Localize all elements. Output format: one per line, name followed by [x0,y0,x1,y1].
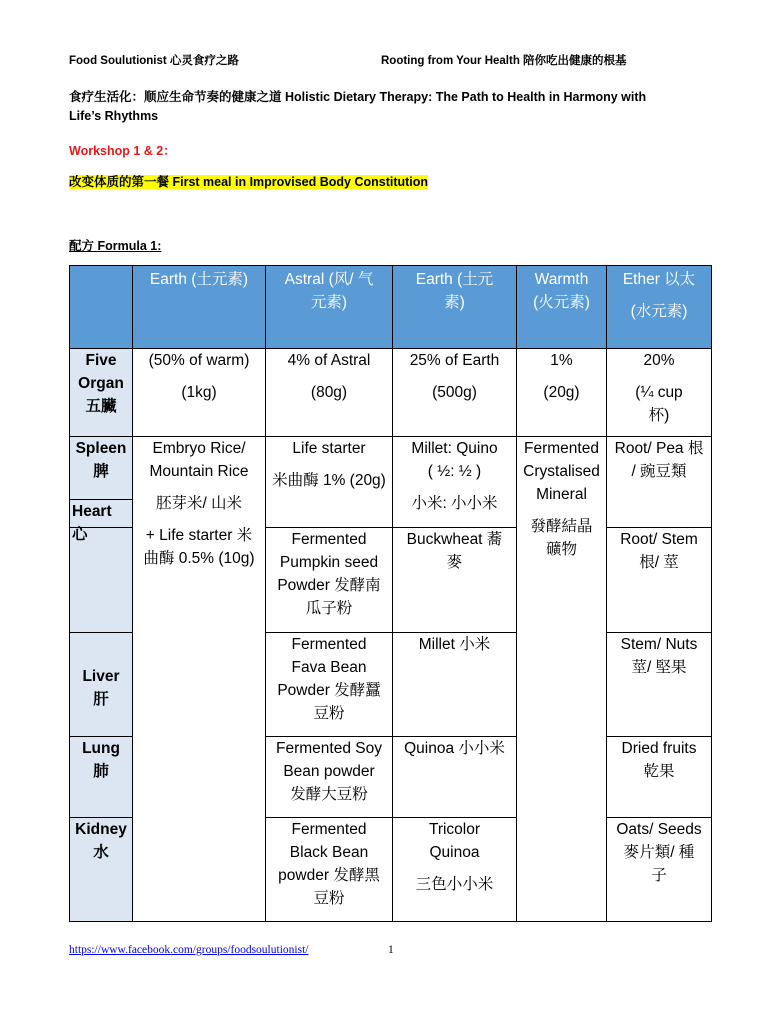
title-line-1: 食疗生活化：顺应生命节奏的健康之道 Holistic Dietary Therapy: The Path to Health in Harmony with [69,90,647,104]
spleen-earth-2: Millet: Quino ( ½: ½ ) 小米: 小小米 [393,437,517,528]
workshop-label: Workshop 1 & 2： [69,144,176,158]
formula-label: 配方 Formula 1: [69,239,162,253]
heart-earth-2: Buckwheat 蕎 麥 [393,528,517,633]
header-left: Food Soulutionist 心灵食疗之路 [69,55,239,67]
heart-astral: Fermented Pumpkin seed Powder 发酵南 瓜子粉 [266,528,393,633]
row-label-spleen-heart [70,437,133,543]
heart-ether: Root/ Stem 根/ 莖 [607,528,712,633]
title-line-2: Life’s Rhythms [69,109,159,123]
header-corner-cell [70,266,133,349]
spleen-ether: Root/ Pea 根 / 豌豆類 [607,437,712,528]
page-number: 1 [388,944,394,956]
five-organ-earth-2: 25% of Earth (500g) [393,349,517,437]
kidney-earth-2: Tricolor Quinoa 三色小小米 [393,818,517,922]
warmth-body: Fermented Crystalised Mineral 發酵結晶 礦物 [517,437,607,922]
row-label-five-organ: Five Organ 五臟 [70,349,133,437]
five-organ-warmth: 1% (20g) [517,349,607,437]
header-ether: Ether 以太 (水元素) [607,266,712,349]
header-earth-1: Earth (土元素) [133,266,266,349]
row-label-spleen: Spleen 脾 [75,440,127,480]
header-right: Rooting from Your Health 陪你吃出健康的根基 [381,55,627,67]
lung-ether: Dried fruits 乾果 [607,737,712,818]
row-label-heart: Heart 心 [70,499,132,546]
row-label-kidney: Kidney 水 [70,818,133,922]
liver-earth-2: Millet 小米 [393,633,517,737]
footer-link[interactable]: https://www.facebook.com/groups/foodsoulutionist/ [69,944,309,956]
earth-1-body: Embryo Rice/ Mountain Rice 胚芽米/ 山米 + Life starter 米 曲酶 0.5% (10g) [133,437,266,922]
header-warmth: Warmth (火元素) [517,266,607,349]
header-earth-2: Earth (土元 素) [393,266,517,349]
five-organ-astral: 4% of Astral (80g) [266,349,393,437]
lung-earth-2: Quinoa 小小米 [393,737,517,818]
formula-table [69,265,712,922]
spleen-astral: Life starter 米曲酶 1% (20g) [266,437,393,528]
header-astral: Astral (风/ 气 元素) [266,266,393,349]
subtitle-highlight: 改变体质的第一餐 First meal in Improvised Body Constitution [69,175,429,189]
row-label-lung: Lung 肺 [70,737,133,818]
lung-astral: Fermented Soy Bean powder 发酵大豆粉 [266,737,393,818]
five-organ-ether: 20% (¼ cup 杯) [607,349,712,437]
liver-astral: Fermented Fava Bean Powder 发酵蠶 豆粉 [266,633,393,737]
kidney-astral: Fermented Black Bean powder 发酵黑 豆粉 [266,818,393,922]
liver-ether: Stem/ Nuts 莖/ 堅果 [607,633,712,737]
five-organ-earth-1: (50% of warm) (1kg) [133,349,266,437]
kidney-ether: Oats/ Seeds 麥片類/ 種 子 [607,818,712,922]
row-label-liver: Liver 肝 [70,633,133,737]
